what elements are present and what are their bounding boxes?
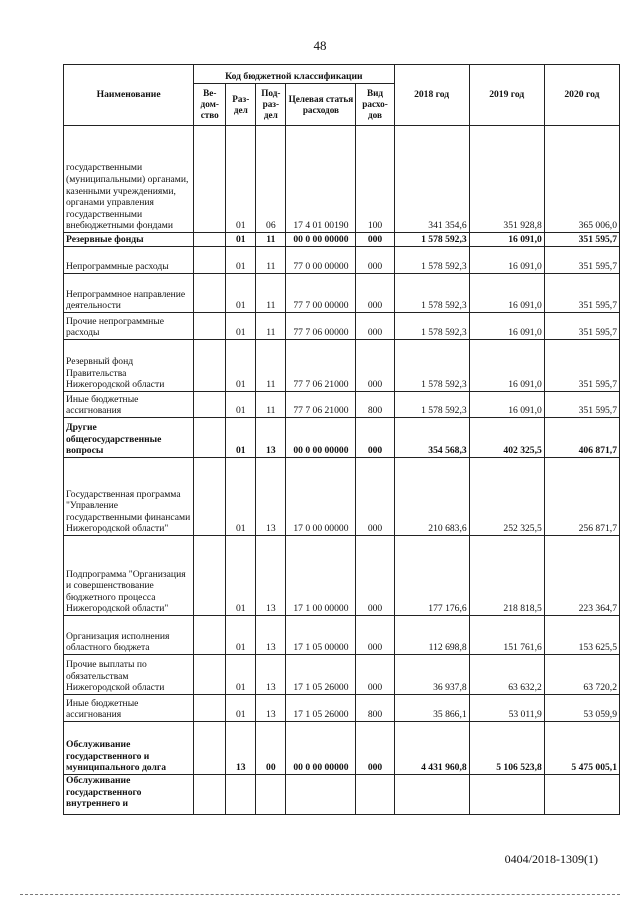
- table-row: [64, 695, 620, 722]
- header-2020: 2020 год: [544, 65, 619, 126]
- row-value-2020: 406 871,7: [544, 418, 619, 458]
- table-row: [64, 655, 620, 695]
- row-value-2018: 177 176,6: [394, 536, 469, 616]
- row-vid: 100: [356, 126, 394, 233]
- row-value-2020: [544, 775, 619, 815]
- row-razdel: 01: [226, 313, 256, 340]
- row-podrazdel: 06: [256, 126, 286, 233]
- row-value-2018: 341 354,6: [394, 126, 469, 233]
- row-name: государственными (муниципальными) органами, казенными учреждениями, органами управления государственными внебюджетными фондами: [64, 126, 194, 233]
- row-vedomstvo: [194, 536, 226, 616]
- row-podrazdel: 11: [256, 392, 286, 418]
- row-vid: [356, 775, 394, 815]
- row-vid: 000: [356, 340, 394, 392]
- table-row: [64, 274, 620, 313]
- table-row: [64, 458, 620, 536]
- row-razdel: 01: [226, 247, 256, 274]
- row-name: Иные бюджетные ассигнования: [64, 695, 194, 722]
- row-podrazdel: 13: [256, 418, 286, 458]
- row-value-2020: 256 871,7: [544, 458, 619, 536]
- row-value-2018: 1 578 592,3: [394, 274, 469, 313]
- row-razdel: 01: [226, 418, 256, 458]
- row-podrazdel: 13: [256, 458, 286, 536]
- row-value-2019: 16 091,0: [469, 233, 544, 247]
- row-name: Резервные фонды: [64, 233, 194, 247]
- row-vid: 800: [356, 695, 394, 722]
- row-target: 17 1 05 00000: [286, 616, 356, 655]
- row-value-2020: 5 475 005,1: [544, 722, 619, 775]
- row-value-2020: 63 720,2: [544, 655, 619, 695]
- row-value-2018: 35 866,1: [394, 695, 469, 722]
- row-name: Резервный фонд Правительства Нижегородской области: [64, 340, 194, 392]
- row-razdel: [226, 775, 256, 815]
- table-row: [64, 247, 620, 274]
- row-value-2018: 1 578 592,3: [394, 233, 469, 247]
- row-razdel: 13: [226, 722, 256, 775]
- row-name: Обслуживание государственного внутреннего и: [64, 775, 194, 815]
- row-value-2018: 1 578 592,3: [394, 247, 469, 274]
- row-podrazdel: 13: [256, 536, 286, 616]
- row-podrazdel: 13: [256, 616, 286, 655]
- row-value-2018: 1 578 592,3: [394, 340, 469, 392]
- row-value-2019: [469, 775, 544, 815]
- row-value-2019: 151 761,6: [469, 616, 544, 655]
- row-podrazdel: 11: [256, 313, 286, 340]
- row-value-2018: [394, 775, 469, 815]
- row-target: 17 1 05 26000: [286, 695, 356, 722]
- row-vid: 000: [356, 418, 394, 458]
- row-value-2019: 53 011,9: [469, 695, 544, 722]
- row-vid: 000: [356, 274, 394, 313]
- row-vid: 000: [356, 458, 394, 536]
- header-razdel: Раз-дел: [226, 84, 256, 126]
- row-name: Непрограммное направление деятельности: [64, 274, 194, 313]
- row-value-2018: 1 578 592,3: [394, 392, 469, 418]
- row-target: 77 7 06 21000: [286, 340, 356, 392]
- footer-code: 0404/2018-1309(1): [504, 852, 598, 866]
- row-razdel: 01: [226, 695, 256, 722]
- row-name: Иные бюджетные ассигнования: [64, 392, 194, 418]
- table-row: [64, 722, 620, 775]
- row-vid: 000: [356, 616, 394, 655]
- row-name: Другие общегосударственные вопросы: [64, 418, 194, 458]
- row-vedomstvo: [194, 274, 226, 313]
- row-target: 17 1 00 00000: [286, 536, 356, 616]
- row-value-2020: 153 625,5: [544, 616, 619, 655]
- row-value-2020: 351 595,7: [544, 274, 619, 313]
- row-target: 17 1 05 26000: [286, 655, 356, 695]
- row-vedomstvo: [194, 313, 226, 340]
- row-value-2018: 210 683,6: [394, 458, 469, 536]
- row-value-2020: 351 595,7: [544, 313, 619, 340]
- row-vid: 000: [356, 536, 394, 616]
- row-podrazdel: [256, 775, 286, 815]
- row-target: 00 0 00 00000: [286, 722, 356, 775]
- row-vid: 000: [356, 247, 394, 274]
- row-razdel: 01: [226, 655, 256, 695]
- row-razdel: 01: [226, 233, 256, 247]
- row-name: Государственная программа "Управление государственными финансами Нижегородской области": [64, 458, 194, 536]
- row-value-2018: 354 568,3: [394, 418, 469, 458]
- row-vedomstvo: [194, 340, 226, 392]
- row-vedomstvo: [194, 233, 226, 247]
- row-name: Прочие выплаты по обязательствам Нижегородской области: [64, 655, 194, 695]
- row-vedomstvo: [194, 775, 226, 815]
- row-vedomstvo: [194, 247, 226, 274]
- row-value-2019: 63 632,2: [469, 655, 544, 695]
- table-row: [64, 340, 620, 392]
- budget-table: [63, 64, 620, 815]
- row-target: 77 7 06 00000: [286, 313, 356, 340]
- row-value-2020: 351 595,7: [544, 247, 619, 274]
- row-vid: 000: [356, 722, 394, 775]
- row-name: Обслуживание государственного и муниципального долга: [64, 722, 194, 775]
- header-name: Наименование: [64, 65, 194, 126]
- row-podrazdel: 13: [256, 655, 286, 695]
- row-podrazdel: 00: [256, 722, 286, 775]
- row-vedomstvo: [194, 392, 226, 418]
- header-vedomstvo: Ве-дом-ство: [194, 84, 226, 126]
- row-value-2019: 16 091,0: [469, 392, 544, 418]
- row-target: 17 4 01 00190: [286, 126, 356, 233]
- header-2018: 2018 год: [394, 65, 469, 126]
- row-value-2019: 16 091,0: [469, 274, 544, 313]
- row-vid: 800: [356, 392, 394, 418]
- header-target: Целевая статья расходов: [286, 84, 356, 126]
- row-value-2020: 351 595,7: [544, 340, 619, 392]
- row-value-2020: 365 006,0: [544, 126, 619, 233]
- row-vedomstvo: [194, 126, 226, 233]
- row-value-2018: 36 937,8: [394, 655, 469, 695]
- table-body: [64, 126, 620, 815]
- row-vedomstvo: [194, 616, 226, 655]
- row-razdel: 01: [226, 126, 256, 233]
- row-razdel: 01: [226, 340, 256, 392]
- row-vedomstvo: [194, 458, 226, 536]
- table-row: [64, 392, 620, 418]
- row-target: 00 0 00 00000: [286, 233, 356, 247]
- row-podrazdel: 11: [256, 233, 286, 247]
- row-target: 00 0 00 00000: [286, 418, 356, 458]
- header-podrazdel: Под-раз-дел: [256, 84, 286, 126]
- row-vid: 000: [356, 233, 394, 247]
- row-podrazdel: 11: [256, 340, 286, 392]
- table-row: [64, 313, 620, 340]
- row-target: 77 0 00 00000: [286, 247, 356, 274]
- row-value-2020: 351 595,7: [544, 233, 619, 247]
- row-value-2019: 218 818,5: [469, 536, 544, 616]
- row-vedomstvo: [194, 722, 226, 775]
- row-value-2020: 223 364,7: [544, 536, 619, 616]
- row-podrazdel: 11: [256, 247, 286, 274]
- row-value-2020: 351 595,7: [544, 392, 619, 418]
- row-razdel: 01: [226, 458, 256, 536]
- row-vedomstvo: [194, 418, 226, 458]
- row-target: 77 7 00 00000: [286, 274, 356, 313]
- row-value-2018: 1 578 592,3: [394, 313, 469, 340]
- row-value-2020: 53 059,9: [544, 695, 619, 722]
- row-razdel: 01: [226, 392, 256, 418]
- row-value-2019: 16 091,0: [469, 313, 544, 340]
- row-podrazdel: 13: [256, 695, 286, 722]
- row-razdel: 01: [226, 536, 256, 616]
- row-name: Непрограммные расходы: [64, 247, 194, 274]
- row-target: 77 7 06 21000: [286, 392, 356, 418]
- header-vid: Вид расхо-дов: [356, 84, 394, 126]
- page-number: 48: [313, 38, 327, 53]
- table-row: [64, 126, 620, 233]
- row-value-2019: 16 091,0: [469, 340, 544, 392]
- row-target: 17 0 00 00000: [286, 458, 356, 536]
- table-row: [64, 775, 620, 815]
- row-value-2019: 16 091,0: [469, 247, 544, 274]
- table-row: [64, 418, 620, 458]
- row-value-2019: 402 325,5: [469, 418, 544, 458]
- table-row: [64, 233, 620, 247]
- row-value-2019: 351 928,8: [469, 126, 544, 233]
- row-value-2018: 4 431 960,8: [394, 722, 469, 775]
- row-name: Прочие непрограммные расходы: [64, 313, 194, 340]
- row-name: Подпрограмма "Организация и совершенствование бюджетного процесса Нижегородской области": [64, 536, 194, 616]
- row-name: Организация исполнения областного бюджета: [64, 616, 194, 655]
- row-target: [286, 775, 356, 815]
- header-code-group: Код бюджетной классификации: [194, 65, 394, 84]
- scan-edge-line: [20, 894, 620, 895]
- row-vid: 000: [356, 313, 394, 340]
- table-row: [64, 616, 620, 655]
- row-value-2019: 5 106 523,8: [469, 722, 544, 775]
- row-value-2018: 112 698,8: [394, 616, 469, 655]
- row-vedomstvo: [194, 695, 226, 722]
- row-vid: 000: [356, 655, 394, 695]
- table-row: [64, 536, 620, 616]
- row-razdel: 01: [226, 274, 256, 313]
- row-vedomstvo: [194, 655, 226, 695]
- row-value-2019: 252 325,5: [469, 458, 544, 536]
- row-podrazdel: 11: [256, 274, 286, 313]
- row-razdel: 01: [226, 616, 256, 655]
- header-2019: 2019 год: [469, 65, 544, 126]
